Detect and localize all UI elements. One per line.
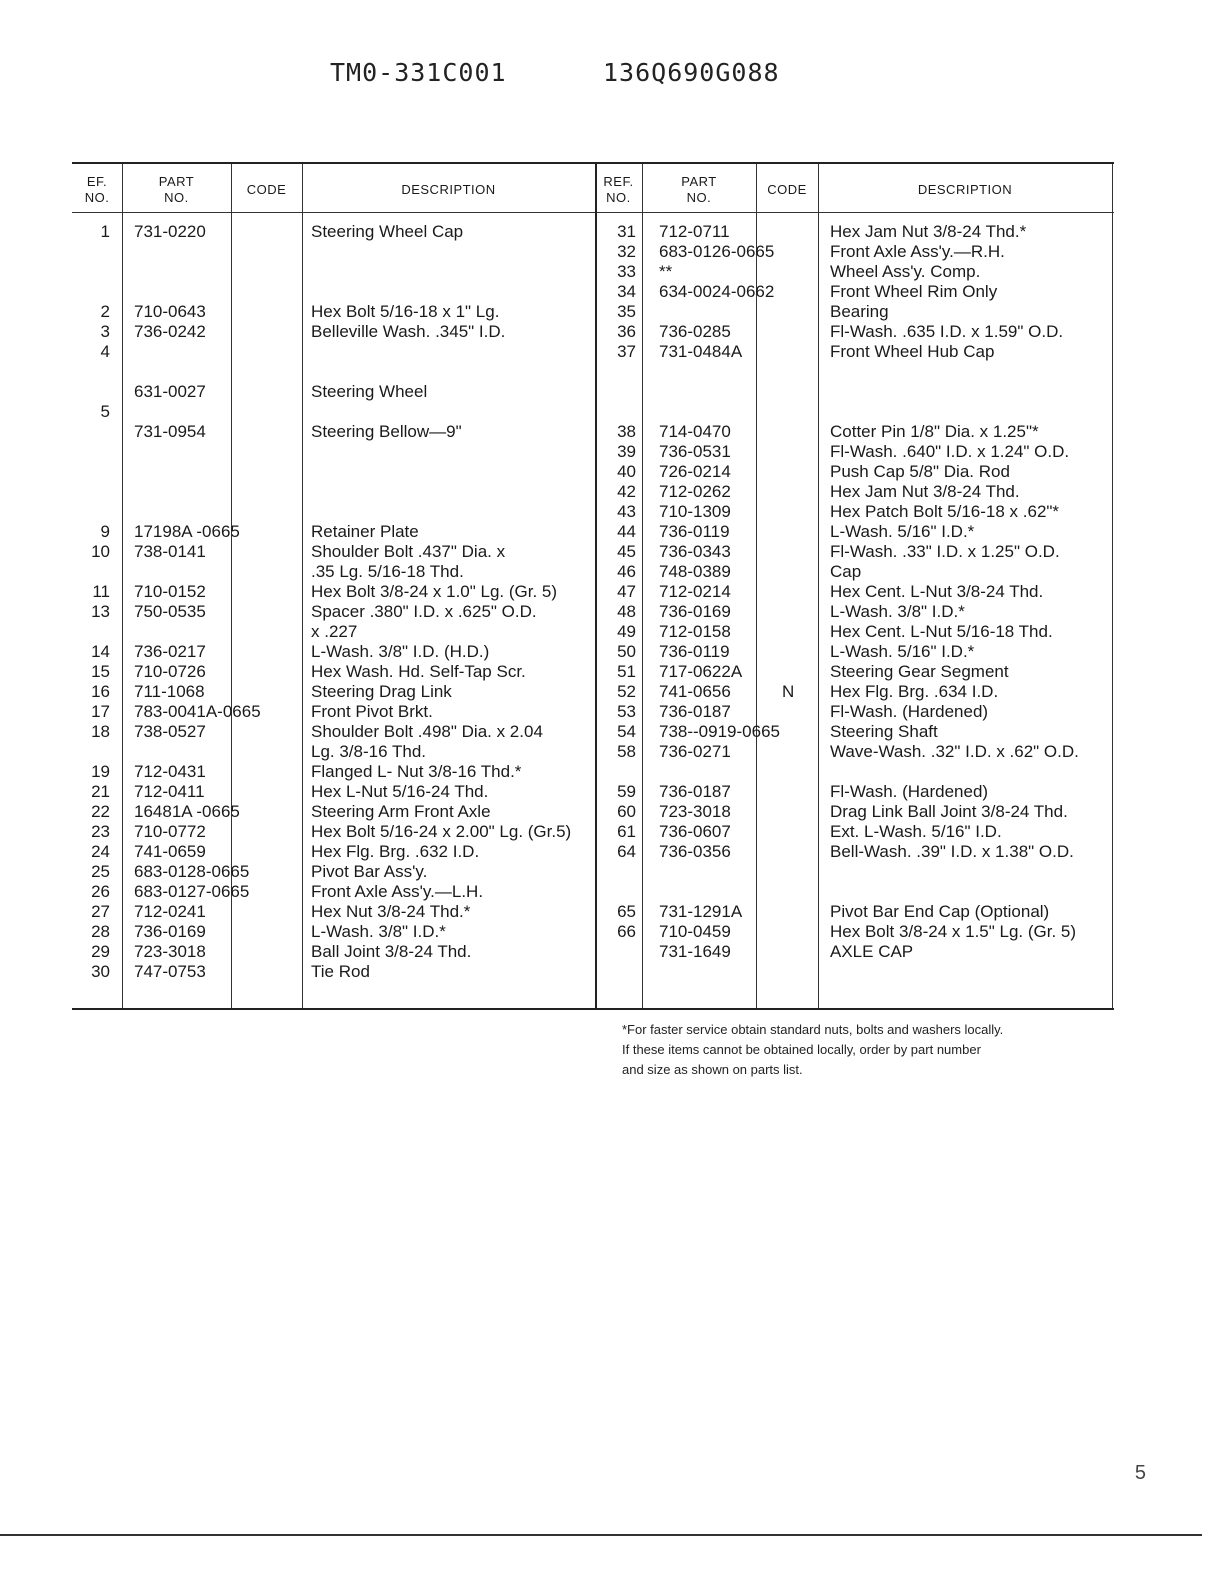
- part-number: 712-0431: [134, 762, 206, 781]
- part-number: 736-0242: [134, 322, 206, 341]
- ref-number: 46: [617, 562, 636, 581]
- part-description: Hex Cent. L-Nut 3/8-24 Thd.: [830, 582, 1044, 601]
- part-description: .35 Lg. 5/16-18 Thd.: [311, 562, 464, 581]
- table-row: [72, 802, 1114, 822]
- footnote: [622, 1020, 1092, 1080]
- part-description: Fl-Wash. .635 I.D. x 1.59" O.D.: [830, 322, 1064, 341]
- part-description: Hex Bolt 3/8-24 x 1.5" Lg. (Gr. 5): [830, 922, 1077, 941]
- table-row: [72, 322, 1114, 342]
- part-number: 712-0711: [659, 222, 730, 241]
- table-row: [72, 762, 1114, 782]
- ref-number: 38: [617, 422, 636, 441]
- part-description: Wheel Ass'y. Comp.: [830, 262, 981, 281]
- ref-number: 19: [91, 762, 110, 781]
- table-row: [72, 442, 1114, 462]
- part-description: Wave-Wash. .32" I.D. x .62" O.D.: [830, 742, 1079, 761]
- ref-number: 24: [91, 842, 110, 861]
- page-number: 5: [1134, 1462, 1146, 1484]
- part-number: 736-0187: [659, 702, 731, 721]
- part-description: Shoulder Bolt .498" Dia. x 2.04: [311, 722, 543, 741]
- header-code: CODE: [246, 182, 287, 197]
- table-row: [72, 742, 1114, 762]
- part-number: 683-0126-0665: [659, 242, 775, 261]
- ref-number: 11: [92, 582, 110, 601]
- part-description: Cotter Pin 1/8" Dia. x 1.25"*: [830, 422, 1039, 441]
- footnote-line: If these items cannot be obtained locally, order by part number: [622, 1042, 981, 1057]
- part-number: 736-0343: [659, 542, 731, 561]
- ref-number: 45: [617, 542, 636, 561]
- part-number: 710-1309: [659, 502, 731, 521]
- part-number: 736-0119: [659, 522, 730, 541]
- table-row: [72, 682, 1114, 702]
- part-description: Steering Gear Segment: [830, 662, 1009, 681]
- model-number: TM0-331C001: [330, 58, 507, 87]
- part-number: 712-0411: [134, 782, 205, 801]
- part-description: Hex Jam Nut 3/8-24 Thd.: [830, 482, 1020, 501]
- ref-number: 66: [617, 922, 636, 941]
- part-number: 683-0128-0665: [134, 862, 250, 881]
- ref-number: 48: [617, 602, 636, 621]
- part-description: Fl-Wash. .33" I.D. x 1.25" O.D.: [830, 542, 1060, 561]
- ref-number: 2: [100, 302, 110, 321]
- part-number: 731-0954: [134, 422, 206, 441]
- part-number: 748-0389: [659, 562, 731, 581]
- table-row: [72, 662, 1114, 682]
- ref-number: 52: [617, 682, 636, 701]
- part-description: L-Wash. 5/16" I.D.*: [830, 642, 975, 661]
- part-description: Front Wheel Rim Only: [830, 282, 998, 301]
- serial-number: 136Q690G088: [603, 58, 780, 87]
- ref-number: 64: [617, 842, 636, 861]
- part-number: 16481A -0665: [134, 802, 240, 821]
- part-description: Steering Arm Front Axle: [311, 802, 491, 821]
- ref-number: 44: [617, 522, 636, 541]
- table-body: [72, 164, 1114, 1008]
- part-number: 731-1649: [659, 942, 731, 961]
- part-number: **: [659, 262, 673, 281]
- ref-number: 50: [617, 642, 636, 661]
- ref-number: 27: [91, 902, 110, 921]
- ref-number: 49: [617, 622, 636, 641]
- table-row: [72, 302, 1114, 322]
- part-number: 631-0027: [134, 382, 206, 401]
- ref-number: 43: [617, 502, 636, 521]
- part-description: Steering Bellow—9": [311, 422, 462, 441]
- ref-number: 53: [617, 702, 636, 721]
- ref-number: 1: [100, 222, 110, 241]
- part-number: 736-0356: [659, 842, 731, 861]
- ref-number: 13: [91, 602, 110, 621]
- part-number: 712-0262: [659, 482, 731, 501]
- part-code: N: [782, 682, 795, 701]
- ref-number: 18: [91, 722, 110, 741]
- part-number: 726-0214: [659, 462, 731, 481]
- part-number: 712-0241: [134, 902, 206, 921]
- part-number: 710-0459: [659, 922, 731, 941]
- ref-number: 9: [100, 522, 110, 541]
- header-ref-no-right: REF. NO.: [603, 174, 634, 205]
- ref-number: 28: [91, 922, 110, 941]
- part-description: L-Wash. 3/8" I.D. (H.D.): [311, 642, 490, 661]
- ref-number: 25: [91, 862, 110, 881]
- ref-number: 30: [91, 962, 110, 981]
- part-description: Steering Wheel Cap: [311, 222, 464, 241]
- part-description: Hex Flg. Brg. .632 I.D.: [311, 842, 480, 861]
- part-number: 710-0726: [134, 662, 206, 681]
- part-number: 750-0535: [134, 602, 206, 621]
- part-description: Fl-Wash. .640" I.D. x 1.24" O.D.: [830, 442, 1070, 461]
- ref-number: 10: [91, 542, 110, 561]
- part-description: Pivot Bar Ass'y.: [311, 862, 428, 881]
- ref-number: 5: [100, 402, 110, 421]
- part-description: Fl-Wash. (Hardened): [830, 702, 989, 721]
- part-number: 731-0220: [134, 222, 206, 241]
- part-description: Steering Shaft: [830, 722, 938, 741]
- part-number: 738-0527: [134, 722, 206, 741]
- table-row: [72, 842, 1114, 862]
- part-number: 738--0919-0665: [659, 722, 780, 741]
- footnote-line: and size as shown on parts list.: [622, 1062, 803, 1077]
- part-description: Hex Bolt 5/16-18 x 1" Lg.: [311, 302, 500, 321]
- part-description: Flanged L- Nut 3/8-16 Thd.*: [311, 762, 522, 781]
- table-row: [72, 622, 1114, 642]
- part-description: AXLE CAP: [830, 942, 914, 961]
- part-number: 736-0169: [134, 922, 206, 941]
- part-description: Hex L-Nut 5/16-24 Thd.: [311, 782, 489, 801]
- table-row: [72, 502, 1114, 522]
- header-part-no-right: PART NO.: [681, 174, 717, 205]
- ref-number: 58: [617, 742, 636, 761]
- part-number: 723-3018: [134, 942, 206, 961]
- part-number: 712-0158: [659, 622, 731, 641]
- part-description: Hex Flg. Brg. .634 I.D.: [830, 682, 999, 701]
- part-description: Tie Rod: [311, 962, 370, 981]
- part-description: Front Pivot Brkt.: [311, 702, 433, 721]
- part-number: 731-1291A: [659, 902, 743, 921]
- table-row: [72, 602, 1114, 622]
- ref-number: 26: [91, 882, 110, 901]
- part-number: 783-0041A-0665: [134, 702, 261, 721]
- part-description: Cap: [830, 562, 862, 581]
- bottom-rule: [0, 1534, 1202, 1536]
- part-description: L-Wash. 3/8" I.D.*: [830, 602, 965, 621]
- table-row: [72, 462, 1114, 482]
- table-row: [72, 702, 1114, 722]
- part-number: 736-0217: [134, 642, 206, 661]
- header-description: DESCRIPTION: [401, 182, 496, 197]
- part-number: 683-0127-0665: [134, 882, 250, 901]
- header-part-no: PART NO.: [158, 174, 195, 205]
- table-row: [72, 422, 1114, 442]
- part-description: Front Axle Ass'y.—R.H.: [830, 242, 1005, 261]
- table-row: [72, 282, 1114, 302]
- ref-number: 36: [617, 322, 636, 341]
- part-number: 634-0024-0662: [659, 282, 775, 301]
- ref-number: 4: [100, 342, 110, 361]
- part-number: 710-0152: [134, 582, 206, 601]
- ref-number: 59: [617, 782, 636, 801]
- part-description: Fl-Wash. (Hardened): [830, 782, 989, 801]
- table-row: [72, 782, 1114, 802]
- ref-number: 23: [91, 822, 110, 841]
- ref-number: 42: [617, 482, 636, 501]
- ref-number: 35: [617, 302, 636, 321]
- part-description: Push Cap 5/8" Dia. Rod: [830, 462, 1010, 481]
- part-description: Hex Bolt 5/16-24 x 2.00" Lg. (Gr.5): [311, 822, 572, 841]
- part-description: Hex Cent. L-Nut 5/16-18 Thd.: [830, 622, 1053, 641]
- table-row: [72, 582, 1114, 602]
- table-row: [72, 402, 1114, 422]
- part-number: 741-0656: [659, 682, 731, 701]
- table-row: [72, 522, 1114, 542]
- table-row: [72, 482, 1114, 502]
- ref-number: 33: [617, 262, 636, 281]
- footnote-line: *For faster service obtain standard nuts, bolts and washers locally.: [622, 1022, 1004, 1037]
- part-description: x .227: [311, 622, 358, 641]
- ref-number: 29: [91, 942, 110, 961]
- table-row: [72, 942, 1114, 962]
- table-row: [72, 562, 1114, 582]
- part-description: Ext. L-Wash. 5/16" I.D.: [830, 822, 1002, 841]
- part-description: Shoulder Bolt .437" Dia. x: [311, 542, 506, 561]
- ref-number: 17: [91, 702, 110, 721]
- ref-number: 22: [91, 802, 110, 821]
- part-number: 717-0622A: [659, 662, 743, 681]
- table-row: [72, 342, 1114, 362]
- part-number: 738-0141: [134, 542, 206, 561]
- ref-number: 16: [91, 682, 110, 701]
- part-number: 736-0531: [659, 442, 731, 461]
- part-description: Bell-Wash. .39" I.D. x 1.38" O.D.: [830, 842, 1074, 861]
- table-row: [72, 542, 1114, 562]
- table-row: [72, 882, 1114, 902]
- header-ref-no: EF. NO.: [84, 174, 110, 205]
- part-description: Hex Patch Bolt 5/16-18 x .62"*: [830, 502, 1060, 521]
- table-row: [72, 642, 1114, 662]
- part-number: 741-0659: [134, 842, 206, 861]
- ref-number: 39: [617, 442, 636, 461]
- ref-number: 51: [617, 662, 636, 681]
- ref-number: 21: [91, 782, 110, 801]
- table-row: [72, 922, 1114, 942]
- table-row: [72, 722, 1114, 742]
- part-number: 723-3018: [659, 802, 731, 821]
- table-row: [72, 822, 1114, 842]
- header-description-right: DESCRIPTION: [917, 182, 1013, 197]
- ref-number: 61: [617, 822, 636, 841]
- part-description: Steering Wheel: [311, 382, 428, 401]
- part-description: Lg. 3/8-16 Thd.: [311, 742, 426, 761]
- part-number: 736-0119: [659, 642, 730, 661]
- ref-number: 31: [617, 222, 636, 241]
- table-row: [72, 962, 1114, 982]
- part-number: 731-0484A: [659, 342, 743, 361]
- table-row: [72, 242, 1114, 262]
- part-number: 736-0169: [659, 602, 731, 621]
- table-row: [72, 902, 1114, 922]
- ref-number: 14: [91, 642, 110, 661]
- part-description: Steering Drag Link: [311, 682, 452, 701]
- parts-table: [72, 162, 1114, 1010]
- ref-number: 65: [617, 902, 636, 921]
- header-code-right: CODE: [767, 182, 807, 197]
- ref-number: 3: [100, 322, 110, 341]
- part-number: 710-0772: [134, 822, 206, 841]
- part-description: Hex Jam Nut 3/8-24 Thd.*: [830, 222, 1027, 241]
- ref-number: 15: [91, 662, 110, 681]
- ref-number: 37: [617, 342, 636, 361]
- ref-number: 34: [617, 282, 636, 301]
- part-description: Belleville Wash. .345" I.D.: [311, 322, 506, 341]
- part-number: 736-0271: [659, 742, 731, 761]
- part-number: 17198A -0665: [134, 522, 240, 541]
- part-description: Hex Bolt 3/8-24 x 1.0" Lg. (Gr. 5): [311, 582, 558, 601]
- ref-number: 60: [617, 802, 636, 821]
- part-description: Drag Link Ball Joint 3/8-24 Thd.: [830, 802, 1068, 821]
- part-description: Retainer Plate: [311, 522, 419, 541]
- table-row: [72, 222, 1114, 242]
- table-row: [72, 262, 1114, 282]
- ref-number: 40: [617, 462, 636, 481]
- part-number: 747-0753: [134, 962, 206, 981]
- part-number: 736-0607: [659, 822, 731, 841]
- part-description: Hex Nut 3/8-24 Thd.*: [311, 902, 471, 921]
- ref-number: 32: [617, 242, 636, 261]
- part-description: Bearing: [830, 302, 889, 321]
- part-number: 736-0285: [659, 322, 731, 341]
- part-description: L-Wash. 3/8" I.D.*: [311, 922, 446, 941]
- part-description: Pivot Bar End Cap (Optional): [830, 902, 1050, 921]
- part-number: 711-1068: [134, 682, 205, 701]
- part-description: Front Axle Ass'y.—L.H.: [311, 882, 484, 901]
- part-number: 712-0214: [659, 582, 731, 601]
- part-description: L-Wash. 5/16" I.D.*: [830, 522, 975, 541]
- part-description: Spacer .380" I.D. x .625" O.D.: [311, 602, 537, 621]
- table-row: [72, 862, 1114, 882]
- ref-number: 54: [617, 722, 636, 741]
- part-number: 714-0470: [659, 422, 731, 441]
- ref-number: 47: [617, 582, 636, 601]
- part-number: 736-0187: [659, 782, 731, 801]
- table-row: [72, 382, 1114, 402]
- part-description: Hex Wash. Hd. Self-Tap Scr.: [311, 662, 526, 681]
- part-description: Ball Joint 3/8-24 Thd.: [311, 942, 472, 961]
- part-description: Front Wheel Hub Cap: [830, 342, 995, 361]
- part-number: 710-0643: [134, 302, 206, 321]
